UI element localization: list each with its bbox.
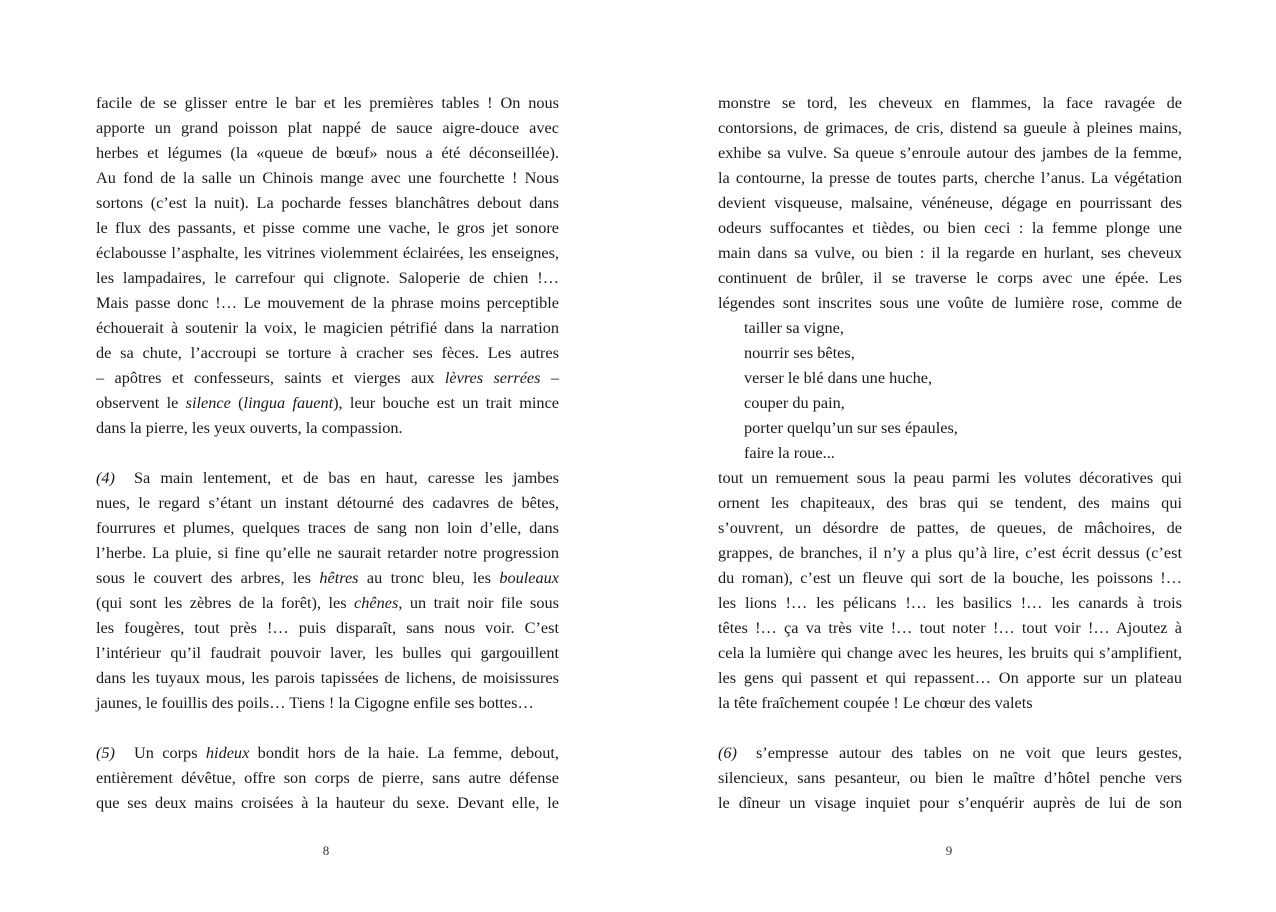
text-line: ornent les chapiteaux, des bras qui se tendent, des mains qui xyxy=(718,493,1182,512)
text-line: les gens qui passent et qui repassent… On apporte sur un plateau xyxy=(718,668,1182,687)
text-line: éclabousse l’asphalte, les vitrines violemment éclairées, les enseignes, xyxy=(96,243,559,262)
text-line: légendes sont inscrites sous une voûte de lumière rose, comme de xyxy=(718,293,1182,312)
paragraph-start-4: (4) Sa main lentement, et de bas en haut, caresse les jambes xyxy=(96,465,559,490)
text-line: silencieux, sans pesanteur, ou bien le maître d’hôtel penche vers xyxy=(718,768,1182,787)
text-line: continuent de brûler, il se traverse le corps avec une épée. Les xyxy=(718,268,1182,287)
text-line: grappes, de branches, il n’y a plus qu’à lire, c’est écrit dessus (c’est xyxy=(718,543,1182,562)
text-line: du roman), c’est un fleuve qui sort de la bouche, les poissons !… xyxy=(718,568,1182,587)
text-line: le dîneur un visage inquiet pour s’enquérir auprès de lui de son xyxy=(718,793,1182,812)
text-line: observent le silence (lingua fauent), leur bouche est un trait mince xyxy=(96,393,560,412)
text-line: tout un remuement sous la peau parmi les volutes décoratives qui xyxy=(718,468,1182,487)
text-line: échouerait à soutenir la voix, le magicien pétrifié dans la narration xyxy=(96,318,559,337)
text-line: jaunes, le fouillis des poils… Tiens ! la Cigogne enfile ses bottes… xyxy=(96,693,534,712)
paragraph-number: (6) xyxy=(718,743,737,762)
page-number: 8 xyxy=(322,843,330,858)
text-line: le flux des passants, et pisse comme une vache, le gros jet sonore xyxy=(96,218,559,237)
text-line: les fougères, tout près !… puis disparaît, sans nous voir. C’est xyxy=(96,618,559,637)
text-line: les lampadaires, le carrefour qui clignote. Saloperie de chien !… xyxy=(96,268,559,287)
text-line: facile de se glisser entre le bar et les premières tables ! On nous xyxy=(96,93,559,112)
page-number: 9 xyxy=(945,843,953,858)
text-line: Au fond de la salle un Chinois mange avec une fourchette ! Nous xyxy=(96,168,559,187)
paragraph-number: (5) xyxy=(96,743,115,762)
right-page-text xyxy=(718,90,1182,815)
text-line: dans les tuyaux mous, les parois tapissées de lichens, de moisissures xyxy=(96,668,559,687)
text-line: la contourne, la presse de toutes parts, cherche l’anus. La végétation xyxy=(718,168,1182,187)
text-line: s’ouvrent, un désordre de pattes, de queues, de mâchoires, de xyxy=(718,518,1182,537)
text-line: main dans sa vulve, ou bien : il la regarde en hurlant, ses cheveux xyxy=(718,243,1182,262)
text-line: sortons (c’est la nuit). La pocharde fesses blanchâtres debout dans xyxy=(96,193,559,212)
text-line: têtes !… ça va très vite !… tout noter !… tout voir !… Ajoutez à xyxy=(718,618,1182,637)
text-line: cela la lumière qui change avec les heures, les bruits qui s’amplifient, xyxy=(718,643,1182,662)
text-line: que ses deux mains croisées à la hauteur du sexe. Devant elle, le xyxy=(96,793,559,812)
text-line: Mais passe donc !… Le mouvement de la phrase moins perceptible xyxy=(96,293,559,312)
text-line: l’intérieur qu’il faudrait pouvoir laver, les bulles qui gargouillent xyxy=(96,643,559,662)
text-line: odeurs suffocantes et tièdes, ou bien ceci : la femme plonge une xyxy=(718,218,1182,237)
text-line: (qui sont les zèbres de la forêt), les chênes, un trait noir file sous xyxy=(96,593,559,612)
text-line: contorsions, de grimaces, de cris, distend sa gueule à pleines mains, xyxy=(718,118,1182,137)
left-page-text xyxy=(96,90,559,815)
list-item: couper du pain, xyxy=(744,393,845,412)
text-line: entièrement dévêtue, offre son corps de pierre, sans autre défense xyxy=(96,768,559,787)
text-line: de sa chute, l’accroupi se torture à cracher ses fèces. Les autres xyxy=(96,343,559,362)
text-line: monstre se tord, les cheveux en flammes, la face ravagée de xyxy=(718,93,1182,112)
text-line: dans la pierre, les yeux ouverts, la compassion. xyxy=(96,418,403,437)
text-line: apporte un grand poisson plat nappé de sauce aigre-douce avec xyxy=(96,118,559,137)
list-item: porter quelqu’un sur ses épaules, xyxy=(744,418,958,437)
paragraph-number: (4) xyxy=(96,468,115,487)
text-line: les lions !… les pélicans !… les basilics !… les canards à trois xyxy=(718,593,1182,612)
list-item: faire la roue... xyxy=(744,443,835,462)
paragraph-start-5: (5) Un corps hideux bondit hors de la haie. La femme, debout, xyxy=(96,740,559,765)
text-line: sous le couvert des arbres, les hêtres au tronc bleu, les bouleaux xyxy=(96,568,560,587)
text-line: devient visqueuse, malsaine, vénéneuse, dégage en pourrissant des xyxy=(718,193,1182,212)
list-item: tailler sa vigne, xyxy=(744,318,844,337)
text-line: fourrures et plumes, quelques traces de sang non loin d’elle, dans xyxy=(96,518,559,537)
text-line: l’herbe. La pluie, si fine qu’elle ne saurait retarder notre progression xyxy=(96,543,559,562)
list-item: nourrir ses bêtes, xyxy=(744,343,855,362)
text-line: herbes et légumes (la «queue de bœuf» nous a été déconseillée). xyxy=(96,143,559,162)
text-line: exhibe sa vulve. Sa queue s’enroule autour des jambes de la femme, xyxy=(718,143,1182,162)
right-page xyxy=(638,0,1276,912)
text-line: nues, le regard s’étant un instant détourné des cadavres de bêtes, xyxy=(96,493,559,512)
text-line: la tête fraîchement coupée ! Le chœur des valets xyxy=(718,693,1033,712)
paragraph-start-6: (6) s’empresse autour des tables on ne voit que leurs gestes, xyxy=(718,740,1182,765)
list-item: verser le blé dans une huche, xyxy=(744,368,933,387)
text-line: – apôtres et confesseurs, saints et vierges aux lèvres serrées – xyxy=(96,368,559,387)
